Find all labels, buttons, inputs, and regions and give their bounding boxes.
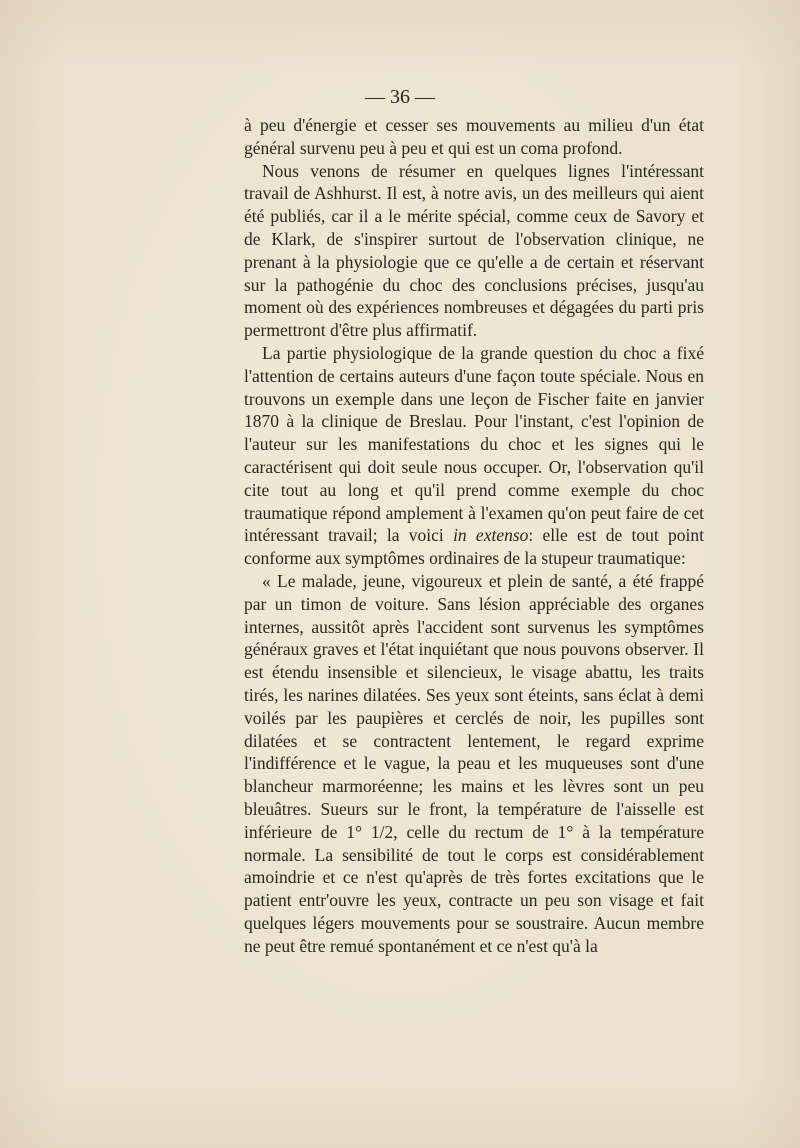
paragraph-2: Nous venons de résumer en quelques lignes l'intéressant travail de Ashhurst. Il est, à notre avis, un des meilleurs qui aient été publiés, car il a le mérite spécial, comme ceux de Savory et de Klark, de s'inspirer surtout de l'observation clinique, ne prenant à la physiologie que ce qu'elle a de certain et réservant sur la pathogénie du choc des conclusions précises, jusqu'au moment où des expériences nombreuses et dégagées du parti pris permettront d'être plus affirmatif. xyxy=(244,160,704,341)
paragraph-3 xyxy=(244,342,704,570)
page-number: — 36 — xyxy=(365,86,435,108)
paragraph-4-quote: « Le malade, jeune, vigoureux et plein de santé, a été frappé par un timon de voiture. Sans lésion appréciable des organes internes, aussitôt après l'accident sont survenus les symptômes généraux graves et l'état inquiétant que nous pouvons observer. Il est étendu insensible et silencieux, le visage abattu, les traits tirés, les narines dilatées. Ses yeux sont éteints, sans éclat à demi voilés par les paupières et cerclés de noir, les pupilles sont dilatées et se contractent lentement, le regard exprime l'indifférence et le vague, la peau et les muqueuses sont d'une blancheur marmoréenne; les mains et les lèvres sont un peu bleuâtres. Sueurs sur le front, la température de l'aisselle est inférieure de 1° 1/2, celle du rectum de 1° à la température normale. La sensibilité de tout le corps est considérablement amoindrie et ce n'est qu'après de très fortes excitations que le patient entr'ouvre les yeux, contracte un peu son visage et fait quelques légers mouvements pour se soustraire. Aucun membre ne peut être remué spontanément et ce n'est qu'à la xyxy=(244,570,704,956)
paragraph-1: à peu d'énergie et cesser ses mouvements au milieu d'un état général survenu peu à peu et qui est un coma profond. xyxy=(244,115,704,158)
paragraph-3-tail: : elle est de tout point conforme aux symptômes ordinaires de la stupeur traumatique: xyxy=(244,525,704,569)
body-text xyxy=(244,114,704,957)
italic-phrase: in extenso xyxy=(453,525,529,546)
paragraph-3-text: La partie physiologique de la grande question du choc a fixé l'attention de certains auteurs d'une façon toute spéciale. Nous en trouvons un exemple dans une leçon de Fischer faite en janvier 1870 à la clinique de Breslau. Pour l'instant, c'est l'opinion de l'auteur sur les manifestations du choc et les signes qui le caractérisent qui doit seule nous occuper. Or, l'observation qu'il cite tout au long et qu'il prend comme exemple du choc traumatique répond amplement à l'examen qu'on peut faire de cet intéressant travail; la voici xyxy=(244,342,704,546)
